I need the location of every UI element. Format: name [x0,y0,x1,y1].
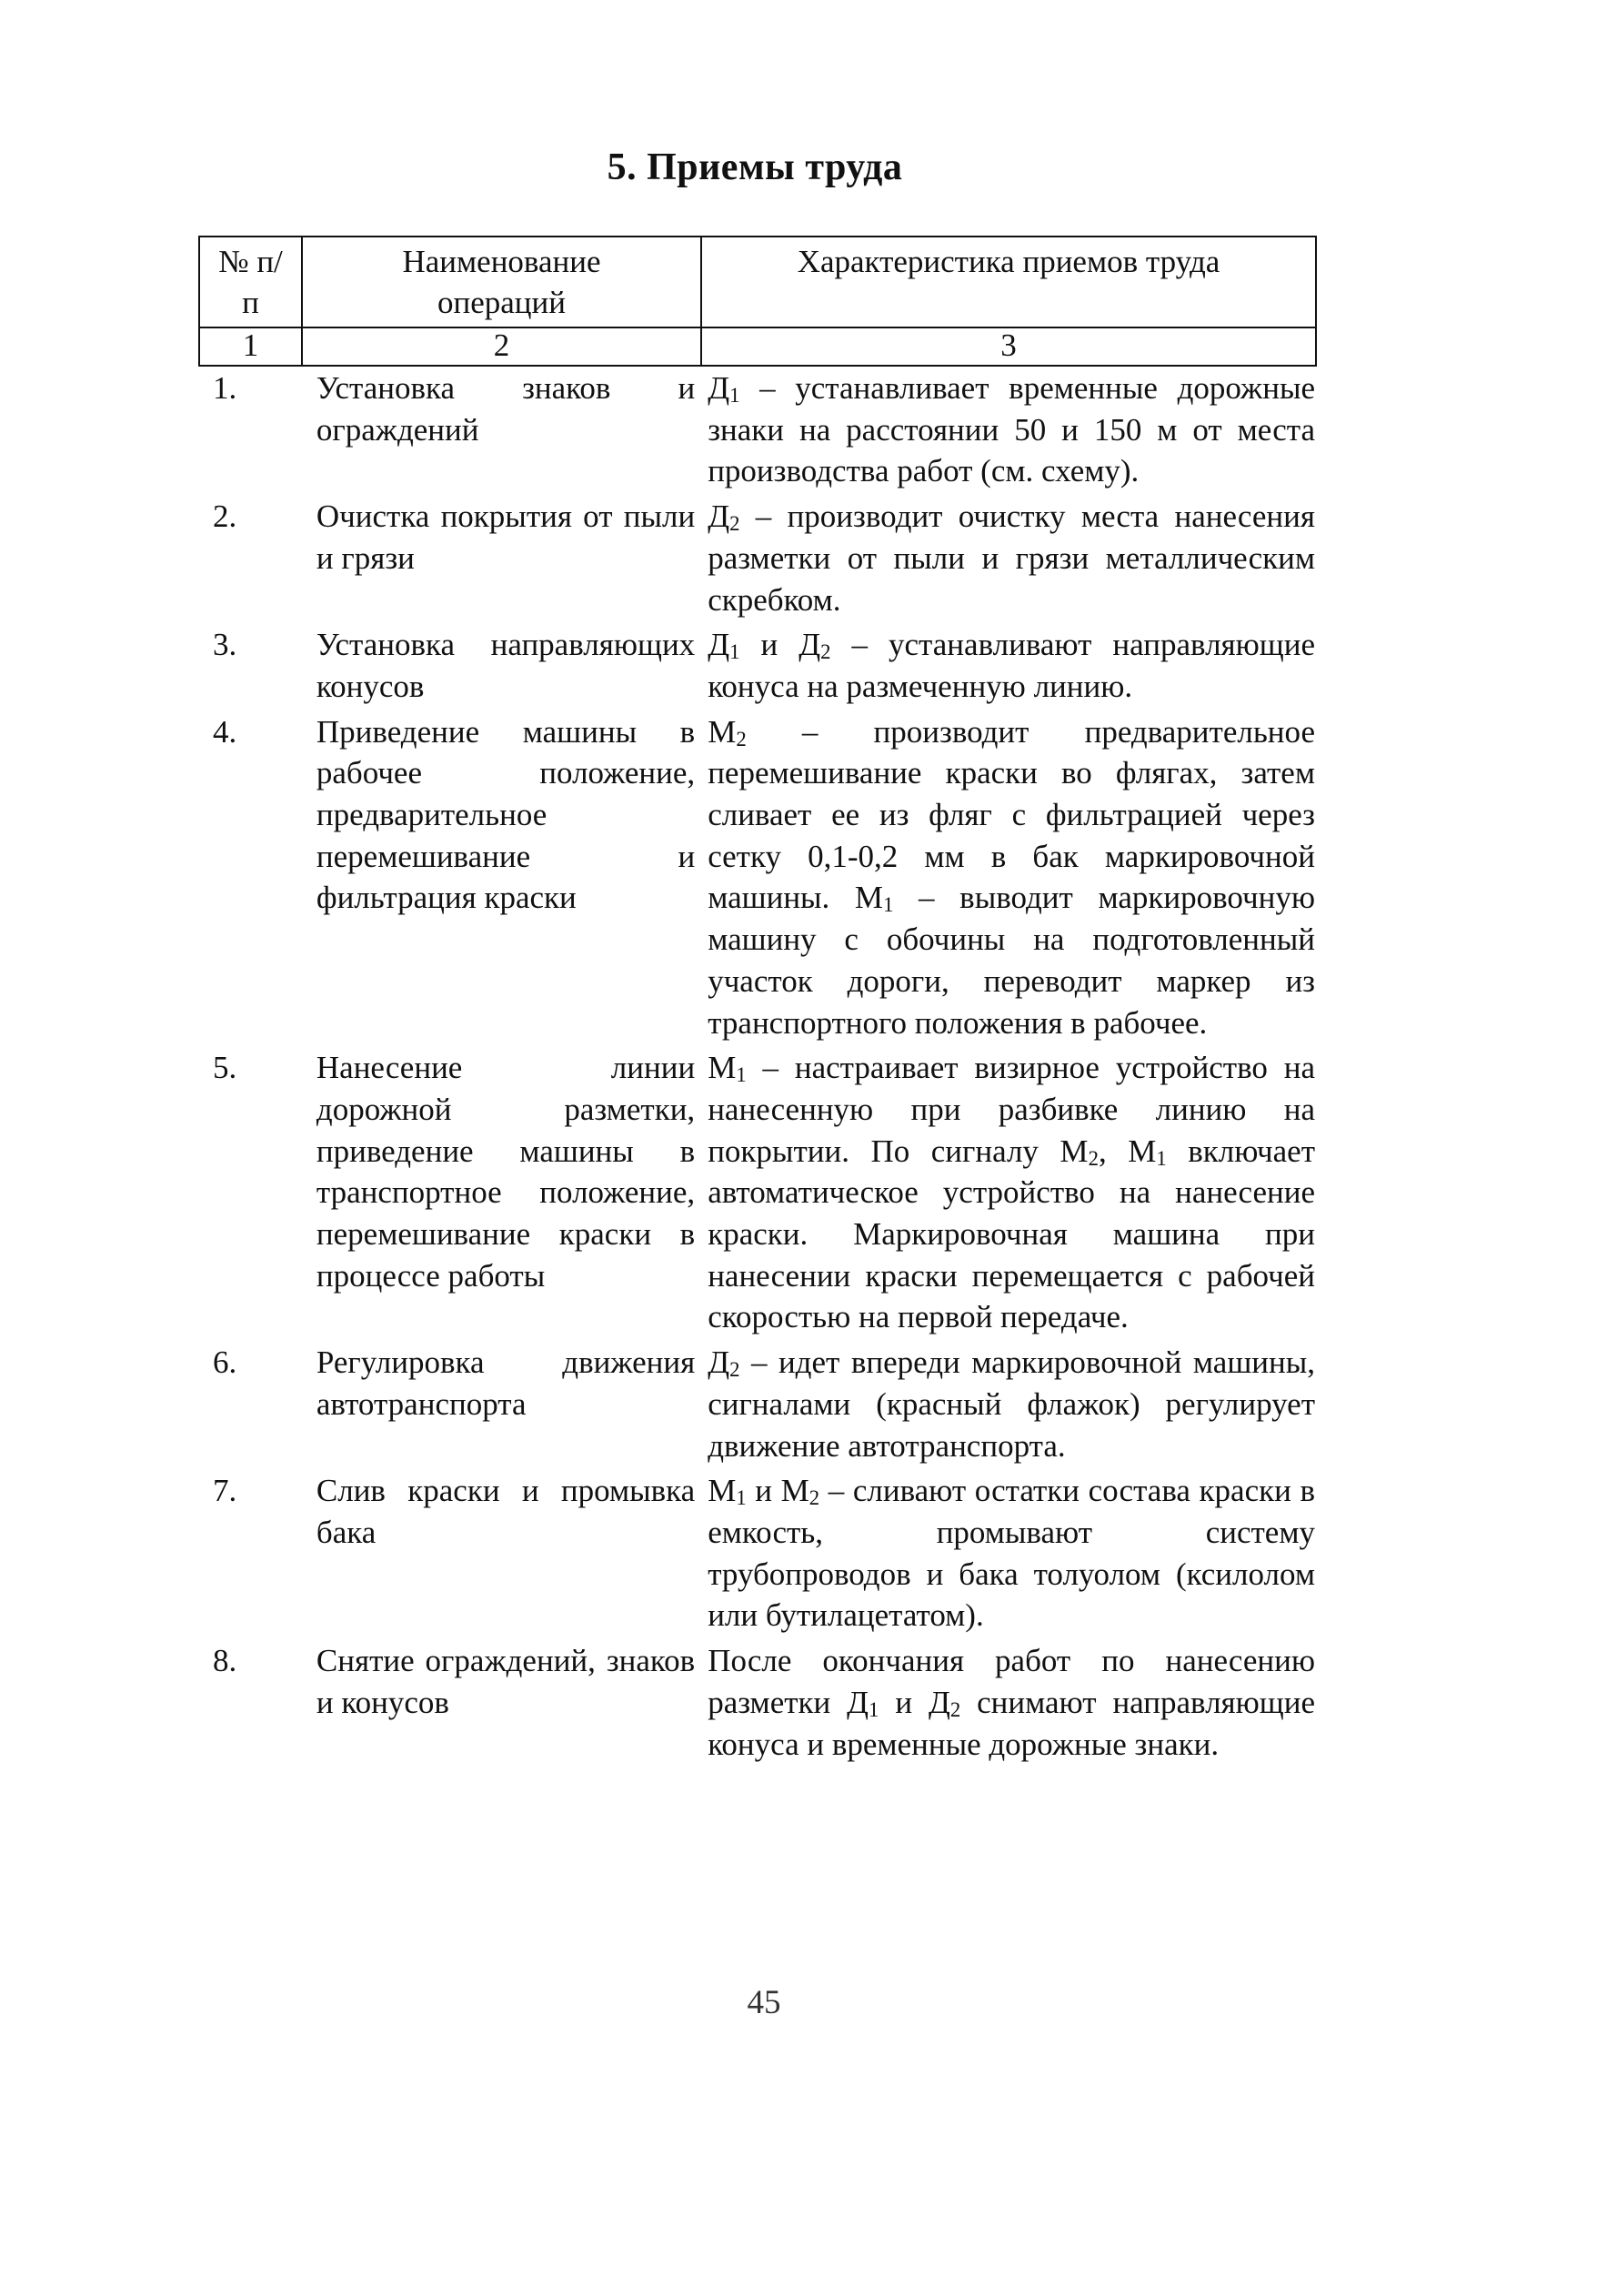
operation-description: $Д_1$ – устанавливает временные дорожные знаки на расстоянии 50 и 150 м от места производства работ (см. схему). [708,370,1315,489]
header-number-2: 2 [302,327,701,366]
table-header [198,236,1317,367]
operation-name: Установка направляющих конусов [316,627,696,704]
row-number: 7. [213,1473,237,1509]
table-row [198,1342,1315,1470]
operation-name: Очистка покрытия от пыли и грязи [316,498,696,576]
table-row [198,496,1315,624]
row-number: 8. [213,1643,237,1679]
row-number: 4. [213,713,237,750]
header-operations-column: Наименование операций [302,237,701,327]
worker-index: 2 [729,1358,740,1382]
operation-name: Снятие ограждений, знаков и конусов [316,1643,696,1720]
worker-index: 2 [808,1486,820,1510]
operation-name: Нанесение линии дорожной разметки, приведение машины в транспортное положение, перемешивание краски в процессе работы [316,1050,696,1294]
worker-index: 1 [1156,1146,1167,1170]
operation-name: Регулировка движения автотранспорта [316,1344,696,1422]
table-row [198,1640,1315,1768]
worker-index: 1 [736,1486,747,1510]
section-title: 5. Приемы труда [607,146,903,188]
operation-name: Установка знаков и ограждений [316,370,696,448]
operation-description: $М_2$ – производит предварительное перемешивание краски во флягах, затем сливает ее из фляг с фильтрацией через сетку 0,1-0,2 мм в бак маркировочной машины. $М_1$ – выводит маркировочную машину с обочины на подготовленный участок дороги, переводит маркер из транспортного положения в рабочее. [708,713,1315,1041]
worker-index: 2 [949,1697,961,1721]
operation-name: Приведение машины в рабочее положение, предварительное перемешивание и фильтрация краски [316,713,696,916]
header-number-3: 3 [701,327,1316,366]
header-characteristics-column: Характеристика приемов труда [701,237,1316,327]
operation-description: После окончания работ по нанесению разметки $Д_1$ и $Д_2$ снимают направляющие конуса и временные дорожные знаки. [708,1643,1316,1762]
operation-description: $Д_2$ – производит очистку места нанесения разметки от пыли и грязи металлическим скребком. [708,498,1315,618]
row-number: 3. [213,627,237,663]
worker-index: 1 [729,640,740,664]
worker-index: 2 [1088,1146,1099,1170]
row-number: 1. [213,370,237,406]
table-row [198,624,1315,710]
page-number: 45 [747,1984,781,2021]
worker-index: 2 [820,640,831,664]
table-row [198,1470,1315,1640]
worker-index: 1 [869,1697,879,1721]
worker-index: 1 [729,384,740,407]
header-number-column: № п/п [199,237,302,327]
header-labels-row [199,237,1316,327]
header-numbers-row [199,327,1316,366]
worker-index: 2 [729,512,740,536]
row-number: 6. [213,1344,237,1381]
operation-description: $М_1$ – настраивает визирное устройство на нанесенную при разбивке линию на покрытии. По сигналу $М_2$, $М_1$ включает автоматическое устройство на нанесение краски. Маркировочная машина при нанесении краски перемещается с рабочей скоростью на первой передаче. [708,1050,1315,1335]
operation-name: Слив краски и промывка бака [316,1473,696,1550]
worker-index: 2 [736,727,747,750]
row-number: 2. [213,498,237,535]
header-number-1: 1 [199,327,302,366]
worker-index: 1 [883,893,894,917]
table-row [198,1047,1315,1342]
operation-description: $Д_2$ – идет впереди маркировочной машины, сигналами (красный флажок) регулирует движение автотранспорта. [708,1344,1315,1464]
table-row [198,368,1315,496]
row-number: 5. [213,1050,237,1086]
operations-table [198,368,1315,1768]
operation-description: $М_1$ и $М_2$ – сливают остатки состава краски в емкость, промывают систему трубопроводов и бака толуолом (ксилолом или бутилацетатом). [708,1473,1315,1634]
operation-description: $Д_1$ и $Д_2$ – устанавливают направляющие конуса на размеченную линию. [708,627,1315,704]
table-row [198,711,1315,1048]
worker-index: 1 [736,1063,747,1087]
